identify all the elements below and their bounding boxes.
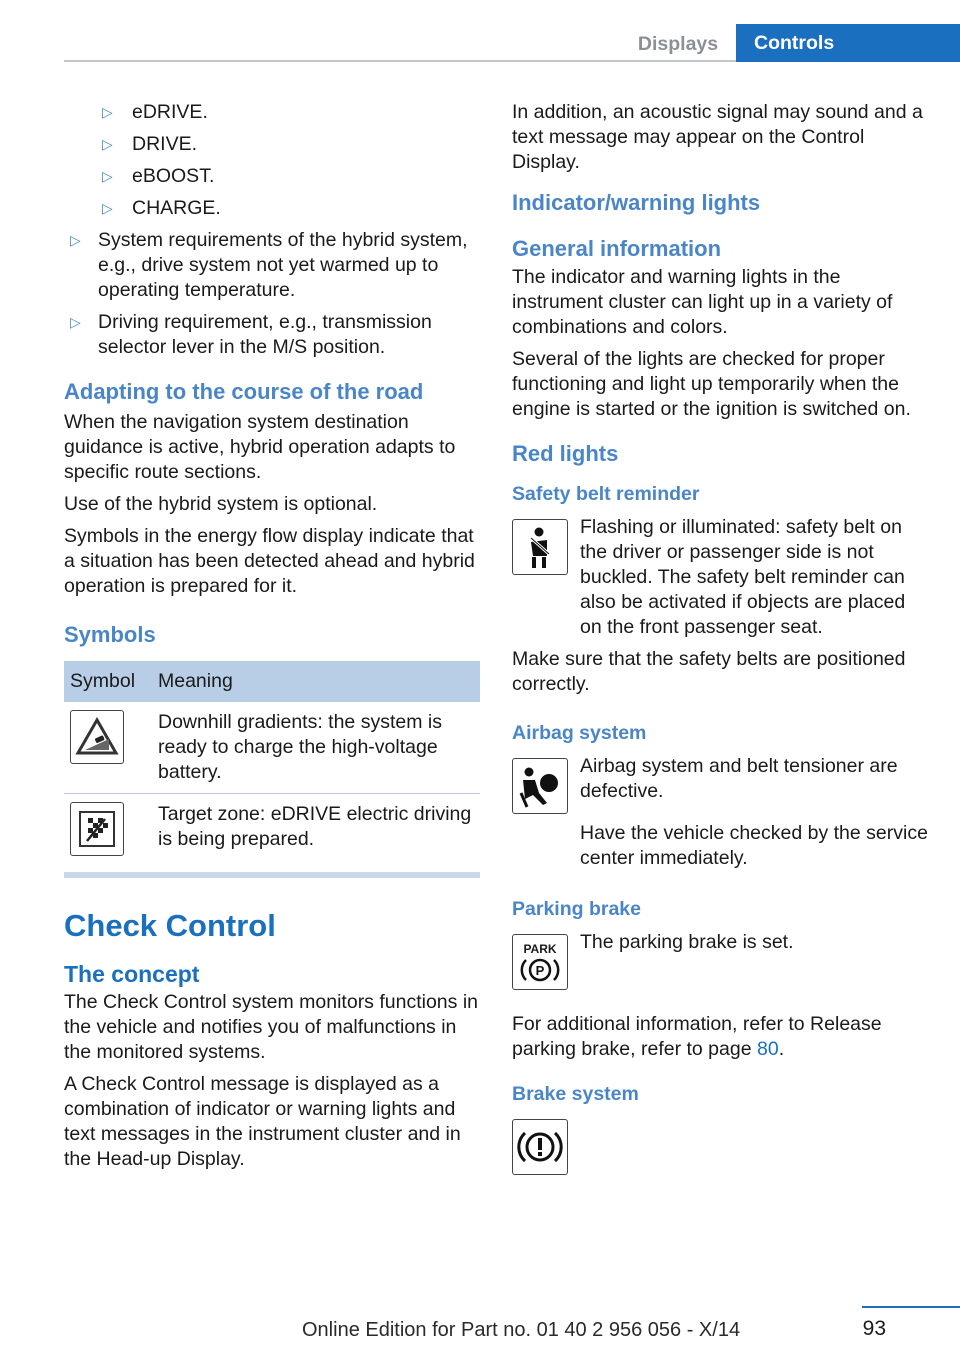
mode-sub-list — [64, 100, 482, 221]
footer-rule — [862, 1306, 960, 1308]
triangle-bullet-icon: ▷ — [102, 200, 113, 216]
red-lights-heading: Red lights — [512, 441, 619, 466]
downhill-icon — [70, 710, 124, 764]
svg-text:P: P — [535, 962, 545, 978]
edition-footer: Online Edition for Part no. 01 40 2 956 056 - X/14 — [302, 1319, 741, 1341]
triangle-bullet-icon: ▷ — [70, 314, 81, 330]
requirement-list — [64, 228, 482, 360]
belt-text: Flashing or illuminated: safety belt on the driver or passenger side is not buckled. The safety belt reminder can also be activated if objects are placed on the front passenger seat. — [580, 516, 906, 638]
table-row — [64, 794, 480, 876]
belt-warning — [512, 515, 932, 640]
table-header-row — [64, 661, 480, 702]
belt-heading: Safety belt reminder — [512, 483, 700, 505]
col-symbol-header: Symbol — [64, 661, 152, 702]
concept-paragraph-1: The Check Control system monitors functions in the vehicle and notifies you of malfunctions in the monitored systems. — [64, 991, 478, 1063]
tab-controls[interactable]: Controls — [736, 24, 960, 62]
concept-heading: The concept — [64, 961, 200, 987]
right-column — [512, 100, 932, 1175]
symbols-heading: Symbols — [64, 622, 156, 647]
triangle-bullet-icon: ▷ — [102, 168, 113, 184]
airbag-text-2: Have the vehicle checked by the service center immediately. — [580, 822, 928, 869]
list-item: ▷ System requirements of the hybrid system, e.g., drive system not yet warmed up to operating temperature. — [70, 229, 468, 301]
adapting-paragraph-3: Symbols in the energy flow display indicate that a situation has been detected ahead and hybrid operation is prepared for it. — [64, 525, 475, 597]
list-item: ▷ DRIVE. — [102, 133, 198, 155]
triangle-bullet-icon: ▷ — [102, 136, 113, 152]
parking-text: The parking brake is set. — [580, 931, 794, 953]
symbols-table — [64, 661, 480, 878]
meaning-cell: Downhill gradients: the system is ready to charge the high-voltage battery. — [152, 702, 480, 794]
parking-heading: Parking brake — [512, 898, 641, 920]
table-row — [64, 702, 480, 794]
target-zone-icon — [70, 802, 124, 856]
list-item: ▷ eBOOST. — [102, 165, 215, 187]
general-heading: General information — [512, 236, 722, 261]
meaning-cell: Target zone: eDRIVE electric driving is being prepared. — [152, 794, 480, 876]
airbag-icon — [512, 758, 568, 814]
parking-warning — [512, 930, 932, 990]
check-control-title: Check Control — [64, 908, 276, 943]
list-item: ▷ Driving requirement, e.g., transmission selector lever in the M/S position. — [70, 311, 432, 358]
adapting-heading: Adapting to the course of the road — [64, 379, 424, 404]
brake-warning — [512, 1115, 932, 1175]
airbag-warning — [512, 754, 932, 814]
page-number: 93 — [862, 1317, 886, 1340]
adapting-paragraph-1: When the navigation system destination guidance is active, hybrid operation adapts to specific route sections. — [64, 411, 456, 483]
page-link[interactable]: 80 — [756, 1038, 779, 1060]
brake-warning-icon — [512, 1119, 568, 1175]
list-item: ▷ CHARGE. — [102, 197, 221, 219]
list-item: ▷ eDRIVE. — [102, 101, 208, 123]
brake-heading: Brake system — [512, 1083, 639, 1105]
col-meaning-header: Meaning — [152, 661, 480, 702]
left-column — [64, 100, 482, 1179]
belt-paragraph-2: Make sure that the safety belts are positioned correctly. — [512, 648, 906, 695]
general-paragraph-1: The indicator and warning lights in the instrument cluster can light up in a variety of combinations and colors. — [512, 266, 893, 338]
tab-displays[interactable]: Displays — [637, 33, 719, 55]
release-paragraph: For additional information, refer to Release parking brake, refer to page 80. — [512, 1013, 882, 1060]
airbag-text: Airbag system and belt tensioner are defective. — [580, 755, 898, 802]
triangle-bullet-icon: ▷ — [70, 232, 81, 248]
park-brake-icon — [512, 934, 568, 990]
symbol-cell — [64, 702, 152, 794]
intro-paragraph: In addition, an acoustic signal may sound and a text message may appear on the Control Display. — [512, 101, 923, 173]
general-paragraph-2: Several of the lights are checked for proper functioning and light up temporarily when the engine is started or the ignition is switched on. — [512, 348, 911, 420]
triangle-bullet-icon: ▷ — [102, 104, 113, 120]
seatbelt-icon — [512, 519, 568, 575]
airbag-heading: Airbag system — [512, 722, 647, 744]
park-icon-label: PARK — [523, 941, 557, 956]
symbol-cell — [64, 794, 152, 876]
adapting-paragraph-2: Use of the hybrid system is optional. — [64, 493, 378, 515]
concept-paragraph-2: A Check Control message is displayed as a combination of indicator or warning lights and text messages in the instrument cluster and in the Head-up Display. — [64, 1073, 461, 1170]
indicator-heading: Indicator/warning lights — [512, 190, 761, 215]
